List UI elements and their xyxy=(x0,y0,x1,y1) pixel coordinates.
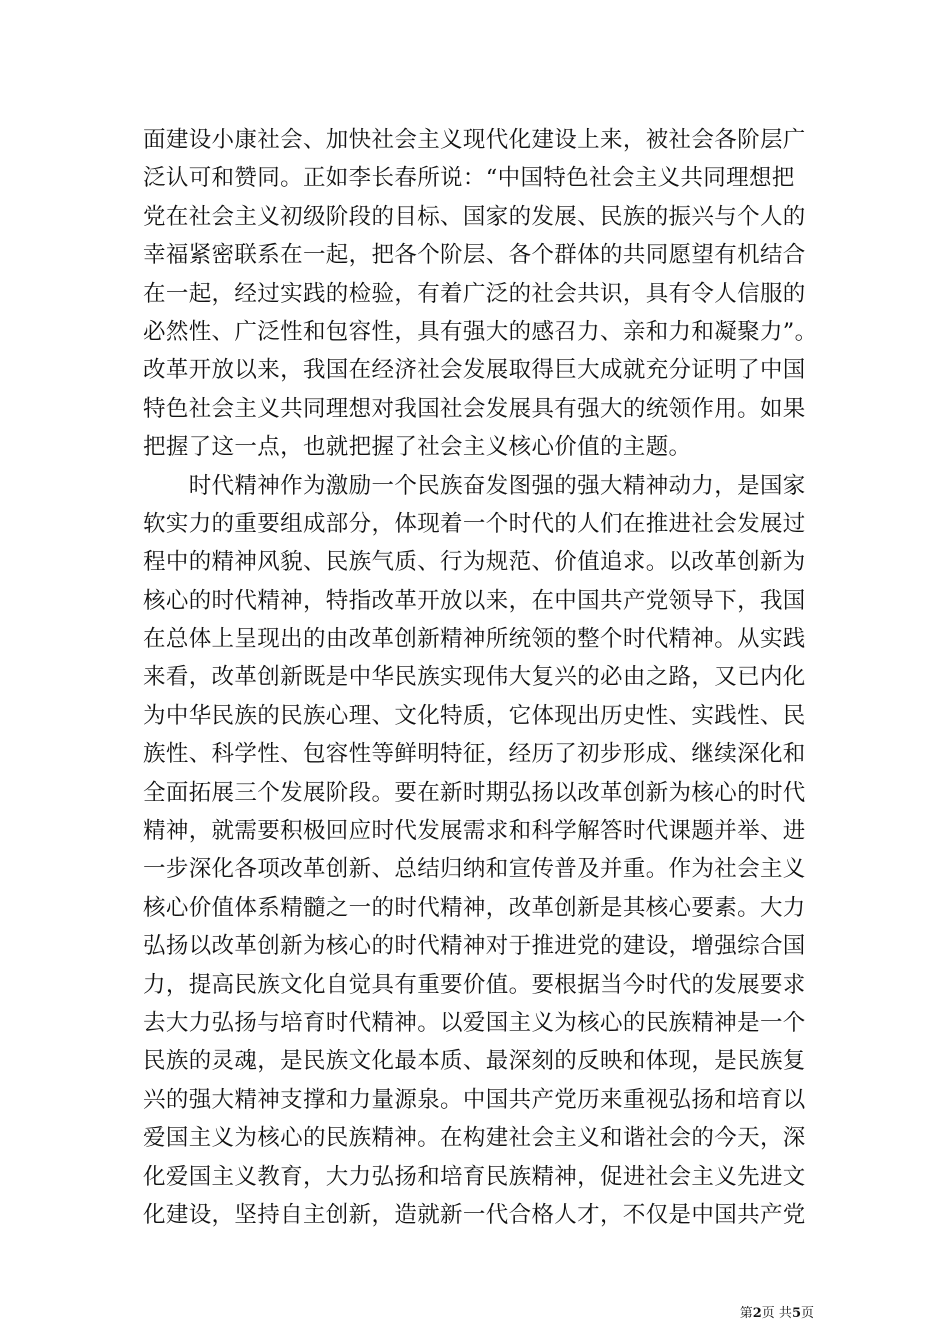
text-line: 精神，就需要积极回应时代发展需求和科学解答时代课题并举、进 xyxy=(143,818,806,845)
text-line: 力，提高民族文化自觉具有重要价值。要根据当今时代的发展要求 xyxy=(143,971,806,998)
footer-prefix: 第 xyxy=(739,1306,753,1321)
text-line: 一步深化各项改革创新、总结归纳和宣传普及并重。作为社会主义 xyxy=(143,856,806,883)
text-line: 软实力的重要组成部分，体现着一个时代的人们在推进社会发展过 xyxy=(143,510,806,537)
text-line: 核心价值体系精髓之一的时代精神，改革创新是其核心要素。大力 xyxy=(143,894,806,921)
text-line: 党在社会主义初级阶段的目标、国家的发展、民族的振兴与个人的 xyxy=(143,203,806,230)
text-line: 爱国主义为核心的民族精神。在构建社会主义和谐社会的今天，深 xyxy=(143,1125,806,1152)
text-line: 来看，改革创新既是中华民族实现伟大复兴的必由之路，又已内化 xyxy=(143,664,806,691)
text-line: 特色社会主义共同理想对我国社会发展具有强大的统领作用。如果 xyxy=(143,395,806,422)
page-number-footer xyxy=(690,1305,814,1323)
text-line: 民族的灵魂，是民族文化最本质、最深刻的反映和体现，是民族复 xyxy=(143,1048,806,1075)
total-page-number: 5 xyxy=(791,1306,801,1321)
body-text xyxy=(143,121,818,1234)
text-line: 为中华民族的民族心理、文化特质，它体现出历史性、实践性、民 xyxy=(143,702,806,729)
text-line: 在总体上呈现出的由改革创新精神所统领的整个时代精神。从实践 xyxy=(143,626,806,653)
footer-suffix: 页 xyxy=(800,1306,814,1321)
footer-middle: 页 共 xyxy=(761,1306,792,1321)
text-line: 族性、科学性、包容性等鲜明特征，经历了初步形成、继续深化和 xyxy=(143,741,806,768)
text-line: 化建设，坚持自主创新，造就新一代合格人才，不仅是中国共产党 xyxy=(143,1201,806,1228)
text-line: 弘扬以改革创新为核心的时代精神对于推进党的建设，增强综合国 xyxy=(143,933,806,960)
current-page-number: 2 xyxy=(752,1306,762,1321)
text-line: 程中的精神风貌、民族气质、行为规范、价值追求。以改革创新为 xyxy=(143,549,806,576)
text-line: 泛认可和赞同。正如李长春所说：“中国特色社会主义共同理想把 xyxy=(143,165,795,192)
text-line: 全面拓展三个发展阶段。要在新时期弘扬以改革创新为核心的时代 xyxy=(143,779,806,806)
text-line: 兴的强大精神支撑和力量源泉。中国共产党历来重视弘扬和培育以 xyxy=(143,1086,806,1113)
text-line: 在一起，经过实践的检验，有着广泛的社会共识，具有令人信服的 xyxy=(143,280,806,307)
text-line: 核心的时代精神，特指改革开放以来，在中国共产党领导下，我国 xyxy=(143,587,806,614)
text-line: 时代精神作为激励一个民族奋发图强的强大精神动力，是国家 xyxy=(143,472,806,499)
text-line: 改革开放以来，我国在经济社会发展取得巨大成就充分证明了中国 xyxy=(143,357,806,384)
text-line: 把握了这一点，也就把握了社会主义核心价值的主题。 xyxy=(143,434,692,461)
text-line: 必然性、广泛性和包容性，具有强大的感召力、亲和力和凝聚力”。 xyxy=(143,318,818,345)
text-line: 面建设小康社会、加快社会主义现代化建设上来，被社会各阶层广 xyxy=(143,127,806,153)
text-line: 幸福紧密联系在一起，把各个阶层、各个群体的共同愿望有机结合 xyxy=(143,242,806,269)
text-line: 去大力弘扬与培育时代精神。以爱国主义为核心的民族精神是一个 xyxy=(143,1009,806,1036)
text-line: 化爱国主义教育，大力弘扬和培育民族精神，促进社会主义先进文 xyxy=(143,1163,806,1190)
